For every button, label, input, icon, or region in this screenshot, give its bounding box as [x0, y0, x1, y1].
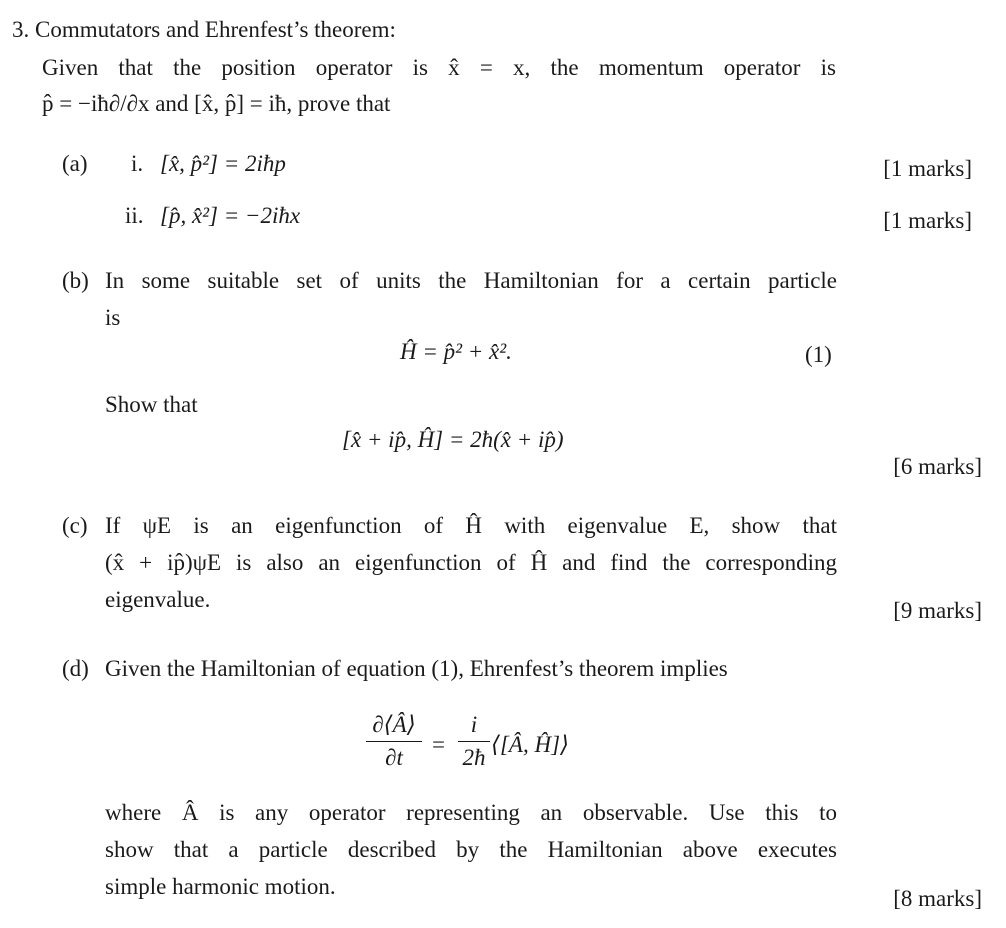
part-c-line-2: (x̂ + ip̂)ψE is also an eigenfunction of Ĥ and find the corresponding [105, 550, 837, 575]
part-c-line-3: eigenvalue. [105, 587, 211, 612]
lhs-numerator: ∂⟨Â⟩ [372, 712, 416, 737]
part-b-text-line-1: In some suitable set of units the Hamiltonian for a certain particle [105, 268, 837, 293]
intro-line-2: p̂ = −iħ∂/∂x and [x̂, p̂] = iħ, prove that [42, 91, 391, 116]
intro-line-1: Given that the position operator is x̂ = x, the momentum operator is [42, 55, 836, 80]
lhs-denominator: ∂t [385, 745, 403, 770]
rhs-denominator: 2ħ [462, 745, 486, 770]
ehrenfest-equals: = [432, 732, 445, 757]
part-b-label: (b) [62, 268, 89, 293]
part-a-i-label: i. [131, 151, 144, 176]
part-d-after-line-3: simple harmonic motion. [105, 874, 336, 899]
ehrenfest-lhs-fraction [366, 712, 422, 771]
part-d-after-line-2: show that a particle described by the Hamiltonian above executes [105, 837, 837, 862]
hamiltonian-equation: Ĥ = p̂² + x̂². [400, 339, 512, 364]
part-b-marks: [6 marks] [893, 454, 982, 479]
ehrenfest-rhs-expectation: ⟨[Â, Ĥ]⟩ [491, 732, 570, 757]
rhs-fraction-bar [458, 741, 490, 742]
part-a-ii-expression: [p̂, x̂²] = −2iħx [160, 203, 301, 228]
part-a-i-marks: [1 marks] [883, 156, 972, 181]
part-d-after-line-1: where Â is any operator representing an observable. Use this to [105, 800, 837, 825]
part-b-text-line-2: is [105, 305, 121, 330]
lhs-fraction-bar [366, 741, 422, 742]
part-d-marks: [8 marks] [893, 886, 982, 911]
part-c-label: (c) [62, 513, 88, 538]
part-d-label: (d) [62, 656, 89, 681]
part-b-show-that: Show that [105, 392, 198, 417]
part-c-marks: [9 marks] [893, 598, 982, 623]
part-a-label: (a) [62, 151, 88, 176]
part-a-ii-marks: [1 marks] [883, 208, 972, 233]
part-d-line-1: Given the Hamiltonian of equation (1), Ehrenfest’s theorem implies [105, 656, 728, 681]
equation-number: (1) [805, 342, 832, 367]
ehrenfest-rhs-fraction [458, 712, 490, 771]
rhs-numerator: i [470, 712, 478, 737]
part-a-i-expression: [x̂, p̂²] = 2iħp [160, 151, 286, 176]
part-a-ii-label: ii. [125, 203, 144, 228]
part-c-line-1: If ψE is an eigenfunction of Ĥ with eigenvalue E, show that [105, 513, 837, 538]
commutator-equation: [x̂ + ip̂, Ĥ] = 2ħ(x̂ + ip̂) [342, 427, 564, 452]
question-title: 3. Commutators and Ehrenfest’s theorem: [12, 17, 396, 42]
